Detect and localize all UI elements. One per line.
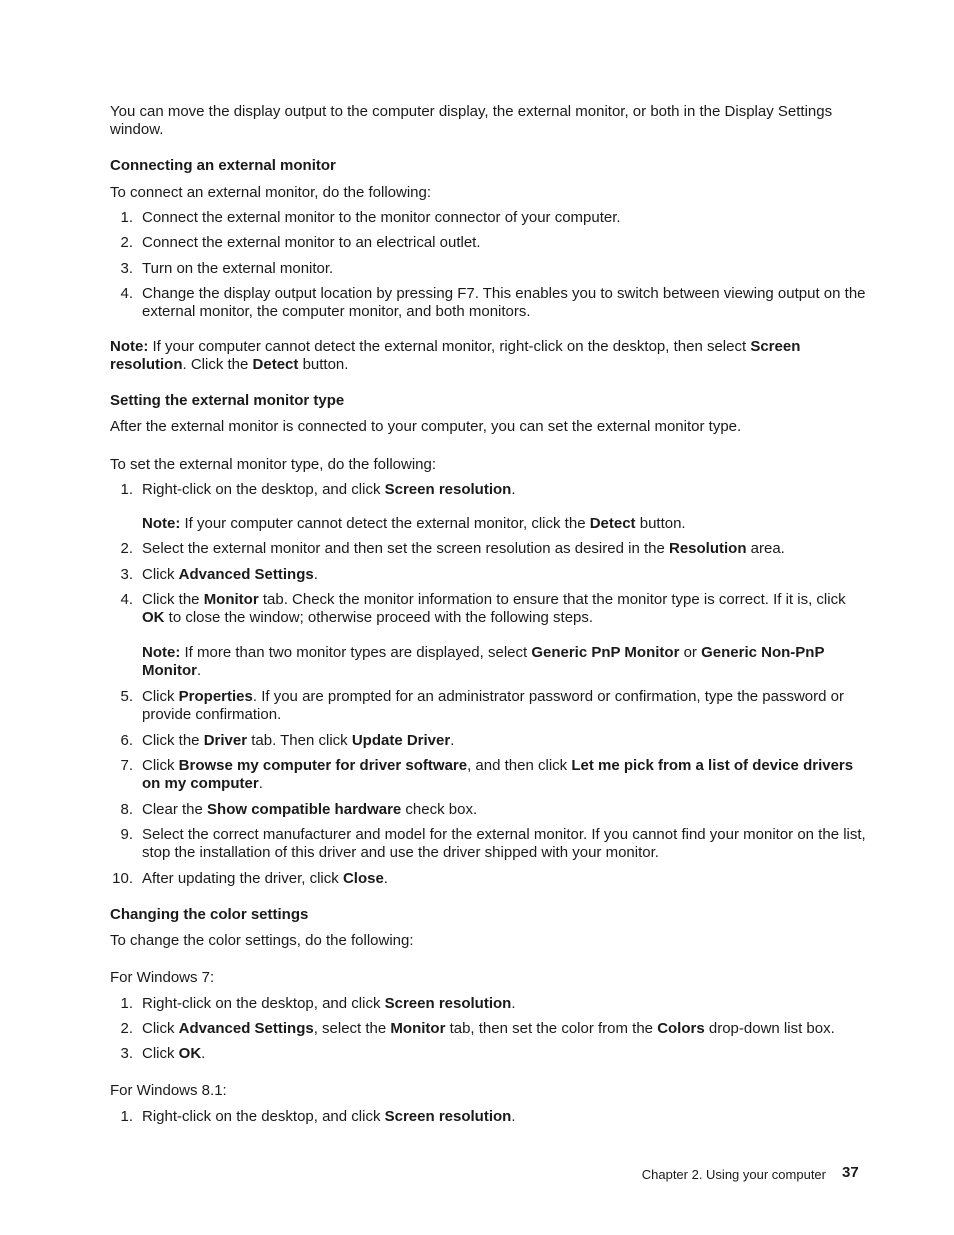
note-bold: Screen resolution [110, 338, 801, 373]
heading-color-settings: Changing the color settings [110, 906, 309, 923]
list-text: Right-click on the desktop, and click Screen resolution. [142, 995, 516, 1012]
list-number: 2. [120, 234, 133, 251]
heading-connecting-monitor: Connecting an external monitor [110, 157, 336, 174]
list-text: Turn on the external monitor. [142, 260, 334, 277]
list-number: 4. [120, 285, 133, 302]
list-number: 5. [120, 688, 133, 705]
list-text: Click Advanced Settings. [142, 566, 318, 583]
list-text: Select the external monitor and then set the screen resolution as desired in the Resolution area. [142, 540, 785, 557]
footer-chapter: Chapter 2. Using your computer [641, 1167, 826, 1182]
page-number: 37 [842, 1164, 859, 1181]
windows81-label: For Windows 8.1: [110, 1082, 227, 1099]
intro-paragraph: You can move the display output to the computer display, the external monitor, or both in the Display Settings window. [110, 103, 833, 138]
list-number: 1. [120, 995, 133, 1012]
list-text: Click OK. [142, 1045, 206, 1062]
list-text: Connect the external monitor to the monitor connector of your computer. [142, 209, 621, 226]
list-number: 3. [120, 1045, 133, 1062]
note-label: Note: [110, 338, 149, 355]
list-number: 1. [120, 1108, 133, 1125]
note-text: button. [298, 356, 349, 373]
list-text: Click Advanced Settings, select the Monitor tab, then set the color from the Colors drop-down list box. [142, 1020, 835, 1037]
type-lead-2: To set the external monitor type, do the following: [110, 456, 437, 473]
list-text: After updating the driver, click Close. [142, 870, 388, 887]
heading-monitor-type: Setting the external monitor type [110, 392, 345, 409]
note-text: . Click the [182, 356, 253, 373]
list-text: Change the display output location by pressing F7. This enables you to switch between viewing output on the external monitor, the computer monitor, and both monitors. [142, 285, 866, 320]
note-paragraph: Note: If your computer cannot detect the external monitor, click the Detect button. [142, 515, 686, 532]
list-text: Right-click on the desktop, and click Screen resolution. [142, 1108, 516, 1125]
list-number: 2. [120, 540, 133, 557]
color-lead: To change the color settings, do the following: [110, 932, 414, 949]
note-paragraph [110, 338, 870, 374]
connect-lead: To connect an external monitor, do the following: [110, 184, 432, 201]
list-text: Connect the external monitor to an electrical outlet. [142, 234, 481, 251]
list-text: Clear the Show compatible hardware check box. [142, 801, 478, 818]
list-number: 2. [120, 1020, 133, 1037]
list-text: Click the Monitor tab. Check the monitor information to ensure that the monitor type is correct. If it is, click OK to close the window; otherwise proceed with the following steps. [142, 591, 846, 626]
note-text: If your computer cannot detect the external monitor, right-click on the desktop, then select [148, 338, 751, 355]
list-number: 7. [120, 757, 133, 774]
list-number: 3. [120, 260, 133, 277]
note-label: Note: [142, 515, 181, 532]
list-number: 4. [120, 591, 133, 608]
list-text: Select the correct manufacturer and model for the external monitor. If you cannot find your monitor on the list, stop the installation of this driver and use the driver shipped with your monitor. [142, 826, 866, 861]
windows7-label: For Windows 7: [110, 969, 215, 986]
note-paragraph: Note: If more than two monitor types are displayed, select Generic PnP Monitor or Generic Non-PnP Monitor. [142, 644, 825, 679]
list-number: 8. [120, 801, 133, 818]
note-label: Note: [142, 644, 181, 661]
list-number: 10. [112, 870, 133, 887]
list-text: Click the Driver tab. Then click Update Driver. [142, 732, 455, 749]
list-number: 1. [120, 481, 133, 498]
list-text: Right-click on the desktop, and click Screen resolution. [142, 481, 516, 498]
list-text: Click Browse my computer for driver software, and then click Let me pick from a list of device drivers on my computer. [142, 757, 854, 792]
type-lead: After the external monitor is connected to your computer, you can set the external monitor type. [110, 418, 742, 435]
list-number: 1. [120, 209, 133, 226]
list-text: Click Properties. If you are prompted for an administrator password or confirmation, type the password or provide confirmation. [142, 688, 844, 723]
note-bold: Detect [252, 356, 299, 373]
list-number: 6. [120, 732, 133, 749]
list-number: 9. [120, 826, 133, 843]
list-number: 3. [120, 566, 133, 583]
